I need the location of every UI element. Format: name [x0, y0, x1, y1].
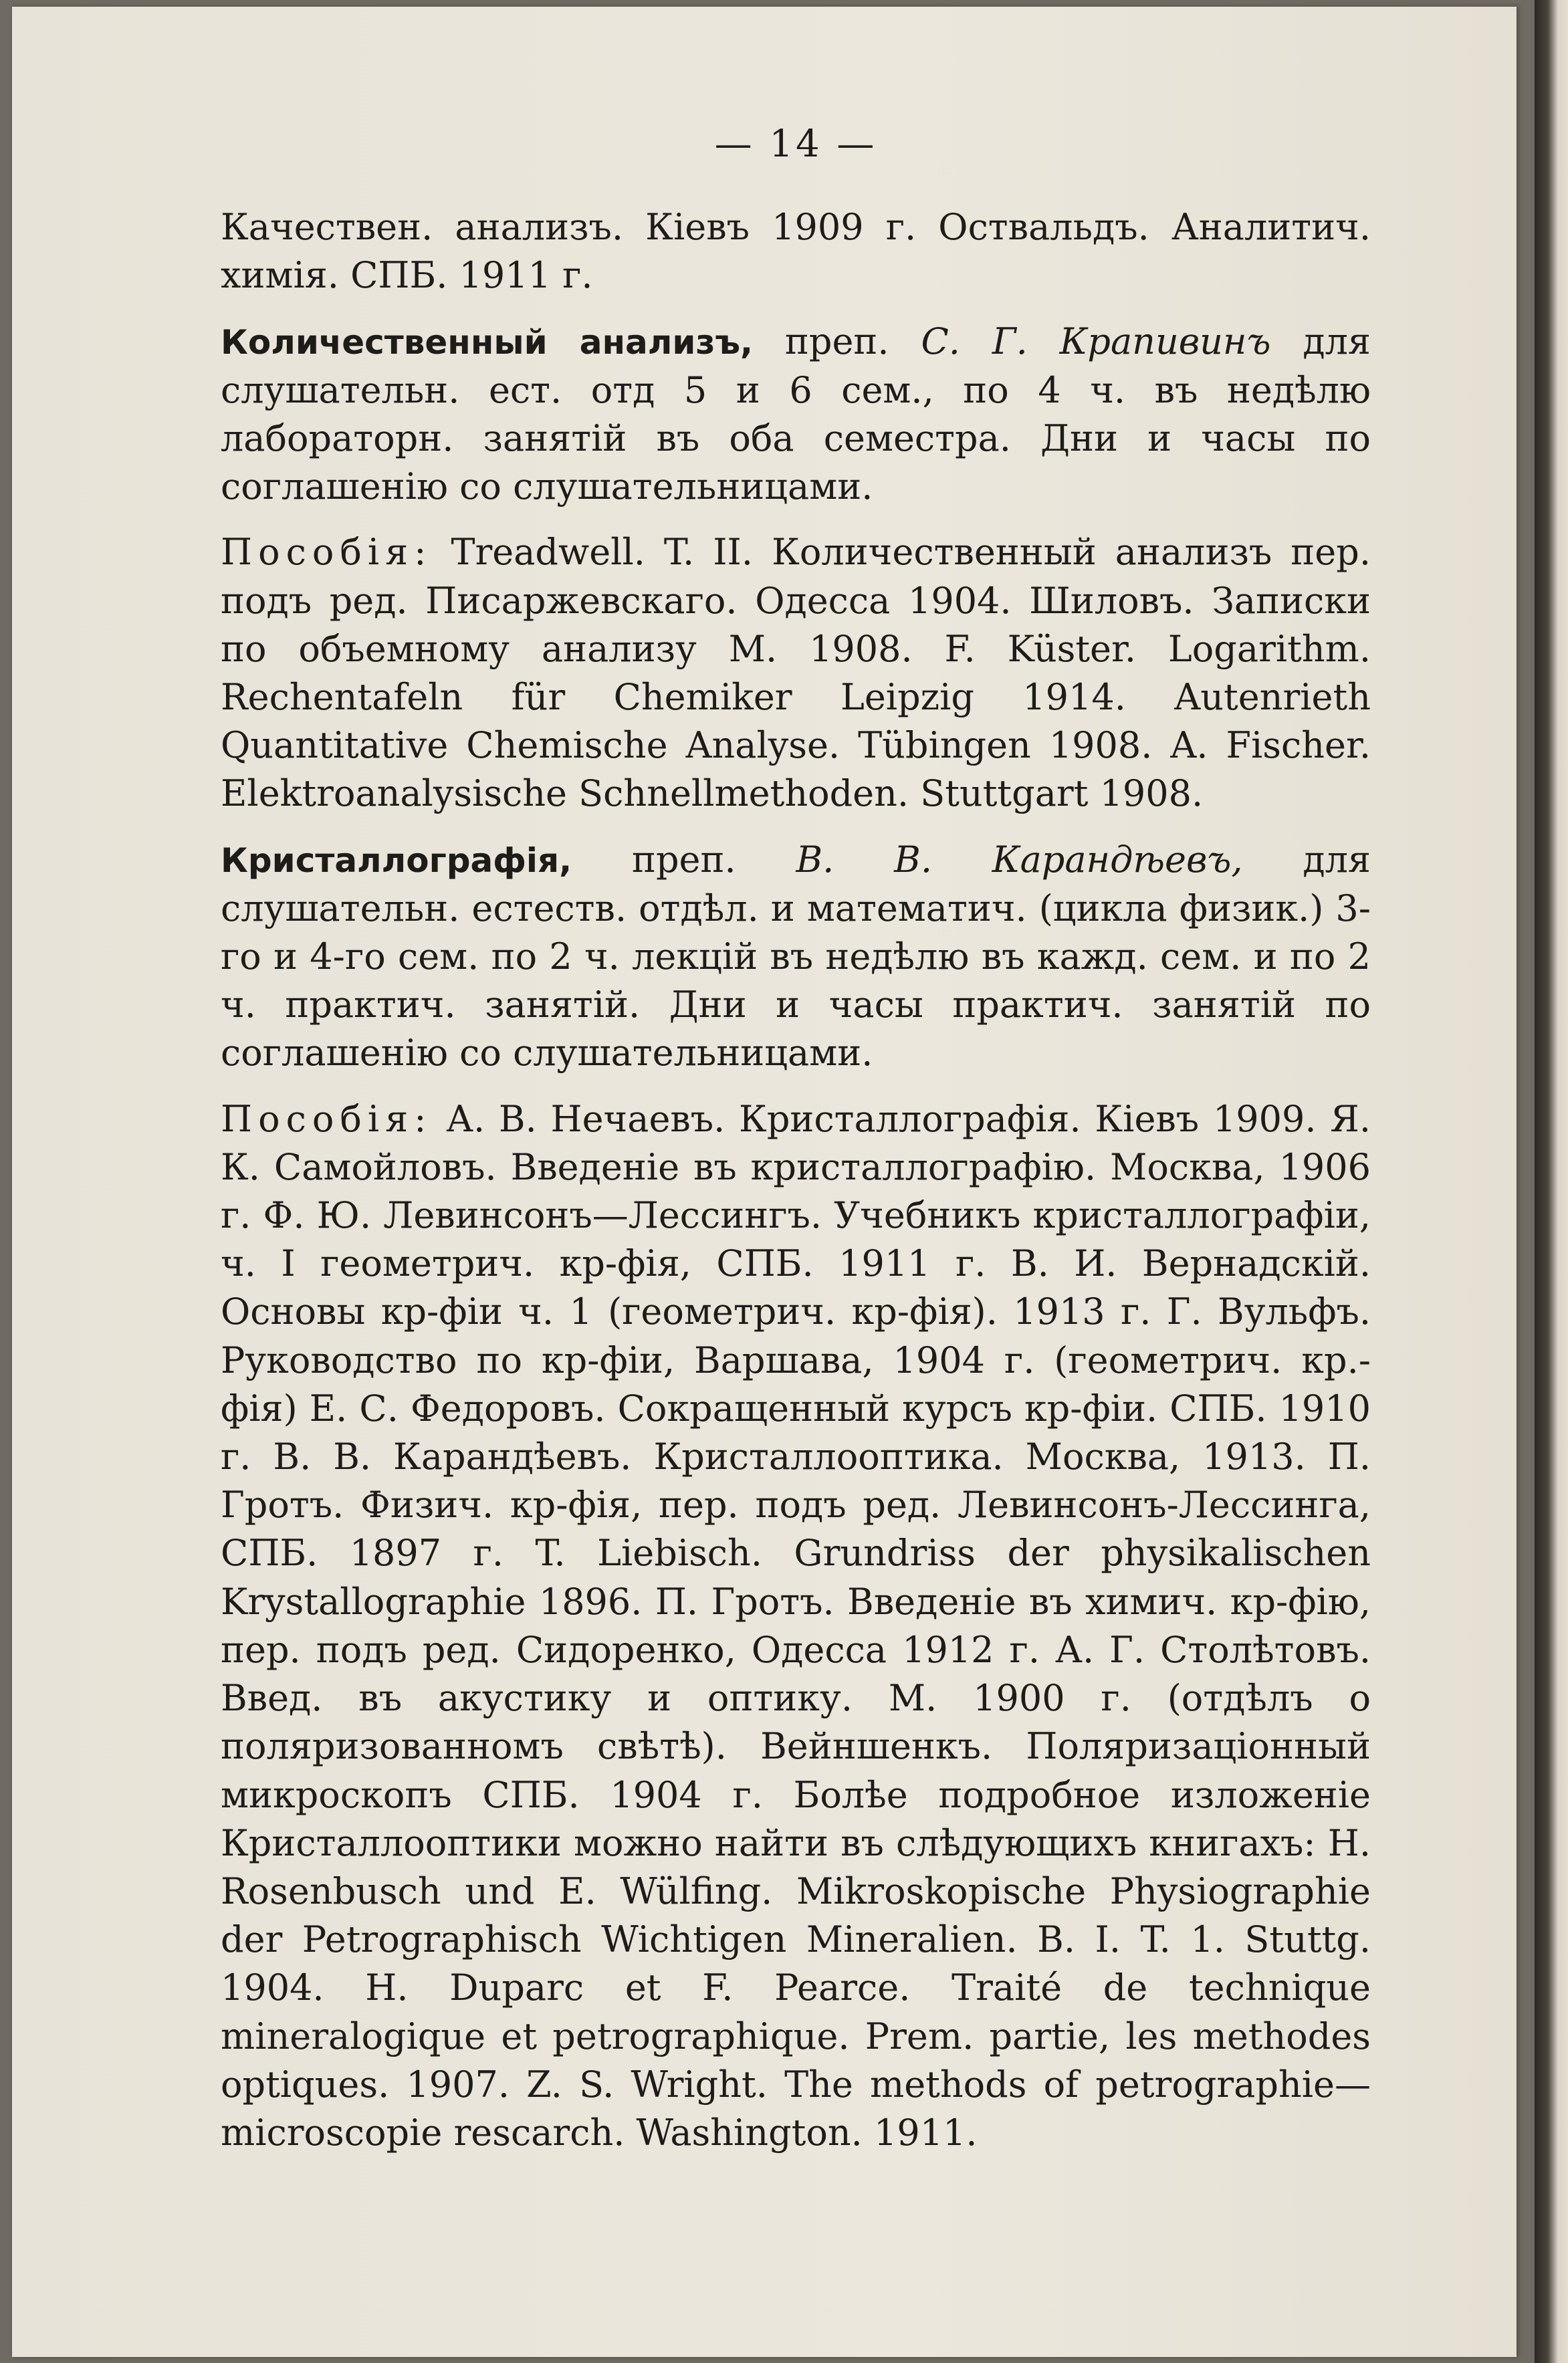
paragraph-crystallography-references — [221, 1095, 1371, 2157]
lecturer-prefix: преп. — [572, 838, 796, 881]
paragraph-text: Качествен. анализъ. Кіевъ 1909 г. Оствальдъ. Аналитич. химія. СПБ. 1911 г. — [221, 206, 1371, 297]
page-content — [221, 120, 1371, 2157]
adjacent-page-edge — [1535, 0, 1568, 2363]
course-title: Кристаллографія, — [221, 840, 572, 880]
references-label: Пособія: — [221, 1097, 433, 1140]
paragraph-quantitative-analysis-course — [221, 318, 1371, 512]
course-description: для слушательн. естеств. отдѣл. и математич. (цикла физик.) 3-го и 4-го сем. по 2 ч. лекцій въ недѣлю въ кажд. сем. и по 2 ч. практич. занятій. Дни и часы практич. занятій по соглашенію со слушательницами. — [221, 838, 1371, 1075]
lecturer-name: В. В. Карандѣевъ, — [796, 838, 1243, 881]
book-page — [12, 7, 1517, 2357]
lecturer-name: С. Г. Крапивинъ — [921, 320, 1271, 362]
course-description: для слушательн. ест. отд 5 и 6 сем., по 4 ч. въ недѣлю лабораторн. занятій въ оба семестра. Дни и часы по соглашенію со слушательницами. — [221, 320, 1371, 508]
references-text: А. В. Нечаевъ. Кристаллографія. Кіевъ 1909. Я. К. Самойловъ. Введеніе въ кристаллографію. Москва, 1906 г. Ф. Ю. Левинсонъ—Лессингъ. Учебникъ кристаллографіи, ч. I геометрич. кр-фія, СПБ. 1911 г. В. И. Вернадскій. Основы кр-фіи ч. 1 (геометрич. кр-фія). 1913 г. Г. Вульфъ. Руководство по кр-фіи, Варшава, 1904 г. (геометрич. кр.-фія) Е. С. Федоровъ. Сокращенный курсъ кр-фіи. СПБ. 1910 г. В. В. Карандѣевъ. Кристаллооптика. Москва, 1913. П. Гротъ. Физич. кр-фія, пер. подъ ред. Левинсонъ-Лессинга, СПБ. 1897 г. T. Liebisch. Grundriss der physikalischen Krystallographie 1896. П. Гротъ. Введеніе въ химич. кр-фію, пер. подъ ред. Сидоренко, Одесса 1912 г. А. Г. Столѣтовъ. Введ. въ акустику и оптику. М. 1900 г. (отдѣлъ о поляризованномъ свѣтѣ). Вейншенкъ. Поляризаціонный микроскопъ СПБ. 1904 г. Болѣе подробное изложеніе Кристаллооптики можно найти въ слѣдующихъ книгахъ: H. Rosenbusch und E. Wülfing. Mikroskopische Physiographie der Petrographisch Wichtigen Mineralien. B. I. T. 1. Stuttg. 1904. H. Duparc et F. Pearce. Traité de technique mineralogique et petrographique. Prem. partie, les methodes optiques. 1907. Z. S. Wright. The methods of petrographie—microscopie rescarch. Washington. 1911. — [221, 1097, 1371, 2154]
paragraph-chemistry-references — [221, 203, 1371, 300]
paragraph-crystallography-course — [221, 836, 1371, 1078]
page-number: — 14 — — [714, 122, 877, 166]
references-label: Пособія: — [221, 531, 433, 574]
lecturer-prefix: преп. — [753, 320, 921, 362]
course-title: Количественный анализъ, — [221, 322, 754, 362]
paragraph-quantitative-analysis-references — [221, 528, 1371, 818]
references-text: Treadwell. T. II. Количественный анализъ пер. подъ ред. Писаржевскаго. Одесса 1904. Шиловъ. Записки по объемному анализу М. 1908. F. Küster. Logarithm. Rechentafeln für Chemiker Leipzig 1914. Autenrieth Quantitative Chemische Analyse. Tübingen 1908. A. Fischer. Elektroanalysische Schnellmethoden. Stuttgart 1908. — [221, 531, 1371, 815]
